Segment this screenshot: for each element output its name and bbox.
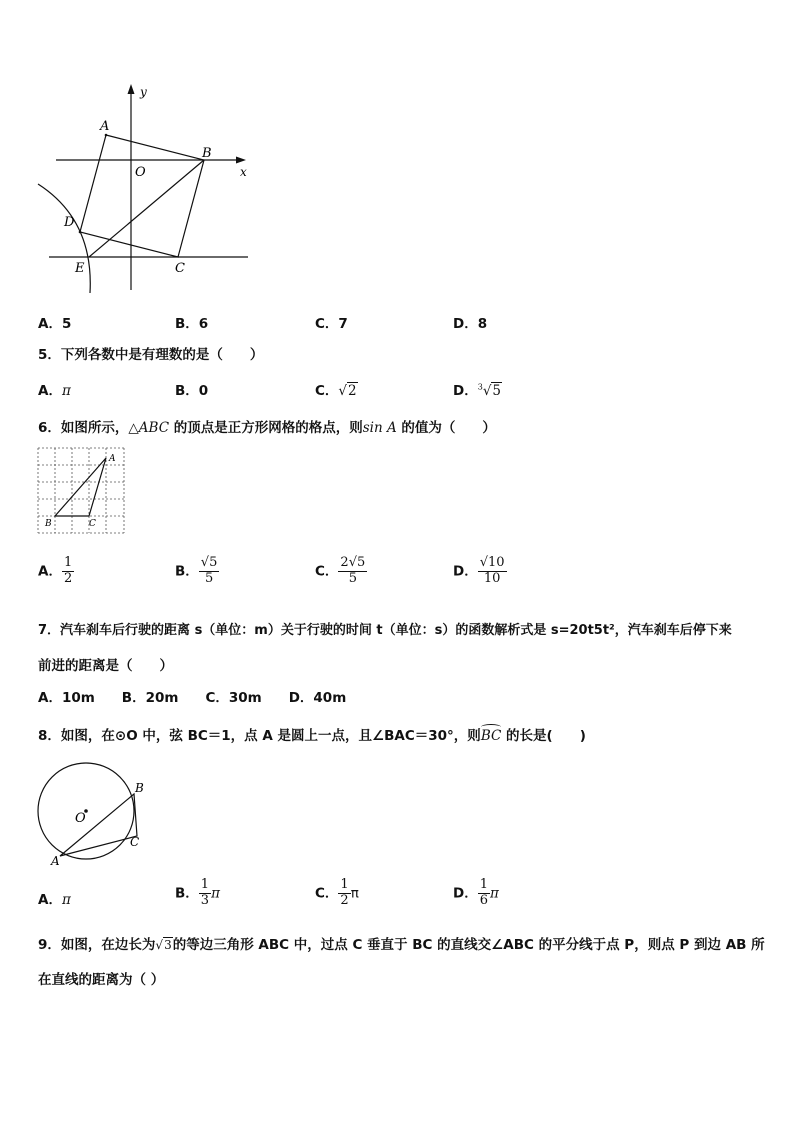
q5-a-prefix: A．	[38, 383, 62, 399]
q6-label-c: C	[89, 519, 96, 529]
q5-d-prefix: D．	[453, 383, 478, 399]
q9-sqrt: √3	[155, 938, 172, 952]
q6-c-prefix: C．	[315, 563, 339, 580]
q4-coordinate-figure	[34, 80, 254, 300]
fig4-label-b: B	[202, 146, 212, 161]
q5-option-c	[315, 379, 358, 399]
q5-d-index: 3	[477, 382, 483, 392]
q6-label-b: B	[45, 519, 52, 529]
q5-c-prefix: C．	[315, 383, 339, 399]
q8-arc-bc	[481, 728, 502, 744]
q6-option-b	[175, 556, 219, 587]
q6-b-num: √5	[200, 555, 218, 570]
q5-c-radicand: 2	[348, 383, 357, 399]
q8-label-a: A	[51, 854, 60, 868]
q8-c-num: 1	[340, 877, 349, 892]
q7-stem-line1: 7．汽车刹车后行驶的距离 s（单位：m）关于行驶的时间 t（单位：s）的函数解析式是 s=20t5t²，汽车刹车后停下来	[38, 623, 732, 638]
q8-b-prefix: B．	[175, 885, 199, 902]
q8-option-a	[38, 888, 71, 908]
q6-option-a	[38, 556, 74, 587]
q5-d-radicand: 5	[492, 383, 502, 399]
q6-a-fraction	[62, 556, 74, 587]
q8-d-num: 1	[479, 877, 488, 892]
fig4-label-x: x	[240, 165, 247, 179]
q6-b-prefix: B．	[175, 563, 199, 580]
q8-b-num: 1	[200, 877, 210, 892]
q8-a-prefix: A．	[38, 892, 62, 908]
q8-a-value: π	[61, 892, 71, 908]
q6-c-den: 5	[348, 570, 357, 586]
q5-option-a	[38, 379, 71, 399]
q6-label-a: A	[109, 454, 116, 464]
q5-option-b: B．0	[175, 383, 209, 399]
q8-circle-figure	[34, 758, 150, 870]
q8-d-fraction	[478, 878, 490, 909]
q8-c-pi: π	[350, 885, 359, 902]
arc-mark-icon	[481, 724, 502, 730]
q9-stem-line2: 在直线的距离为（ ）	[38, 972, 165, 988]
q8-d-pi: π	[490, 885, 499, 902]
q7-stem-line2: 前进的距离是（ ）	[38, 658, 173, 674]
q6-option-d	[453, 556, 507, 587]
q6-grid-figure	[36, 446, 128, 538]
q9-stem-post: 的等边三角形 ABC 中，过点 C 垂直于 BC 的直线交∠ABC 的平分线于点 P，则点 P 到边 AB 所	[172, 937, 765, 953]
q6-stem-post: 的值为（ ）	[396, 420, 496, 436]
q5-option-d	[453, 379, 502, 399]
q4-option-c: C．7	[315, 316, 348, 332]
q8-label-b: B	[135, 781, 144, 795]
fig4-label-a: A	[100, 119, 110, 134]
q8-c-fraction	[338, 878, 350, 909]
q6-c-num-coef: 2	[340, 555, 349, 570]
q8-arc-label: BC	[480, 728, 502, 744]
q8-c-den: 2	[340, 892, 349, 908]
q8-b-fraction	[199, 878, 211, 909]
q6-c-num-radicand: 5	[357, 555, 366, 570]
q8-label-o: O	[75, 811, 86, 826]
q6-d-fraction	[478, 556, 507, 587]
q6-stem-pre: 6．如图所示，	[38, 420, 129, 436]
fig4-label-y: y	[140, 85, 147, 99]
q8-stem	[38, 724, 586, 744]
q4-option-b: B．6	[175, 316, 209, 332]
q6-d-num: √10	[479, 555, 505, 570]
fig4-label-c: C	[175, 261, 185, 276]
q6-d-prefix: D．	[453, 563, 478, 580]
q8-d-prefix: D．	[453, 885, 478, 902]
q4-option-a: A．5	[38, 316, 72, 332]
q8-c-prefix: C．	[315, 885, 339, 902]
q5-d-cuberoot: $^3$√5	[477, 382, 502, 399]
q8-stem-pre: 8．如图，在⊙O 中，弦 BC＝1，点 A 是圆上一点，且∠BAC＝30°，则	[38, 728, 481, 744]
q8-b-pi: π	[211, 885, 220, 902]
q5-stem: 5．下列各数中是有理数的是（ ）	[38, 347, 264, 363]
fig4-label-e: E	[75, 261, 85, 276]
q8-b-den: 3	[200, 892, 210, 908]
q6-a-num: 1	[63, 555, 73, 570]
q9-stem-line1	[38, 933, 765, 953]
q6-b-den: 5	[204, 570, 214, 586]
q6-triangle: △ABC	[128, 420, 170, 436]
q8-d-den: 6	[479, 892, 488, 908]
q6-c-fraction	[338, 556, 367, 587]
q6-b-num-radicand: 5	[209, 555, 218, 570]
q6-a-prefix: A．	[38, 563, 62, 580]
q4-option-d: D．8	[453, 316, 488, 332]
q8-option-d	[453, 878, 499, 909]
q6-sin-a: sin A	[362, 420, 397, 436]
q7-options: A．10m B．20m C．30m D．40m	[38, 690, 347, 706]
q6-c-num: 2√5	[340, 555, 366, 570]
q6-d-den: 10	[483, 570, 501, 586]
q8-stem-post: 的长是( )	[501, 728, 586, 744]
q5-a-value: π	[61, 383, 71, 399]
q9-stem-pre: 9．如图，在边长为	[38, 937, 156, 953]
q6-a-den: 2	[63, 570, 73, 586]
q6-stem-mid: 的顶点是正方形网格的格点，则	[169, 420, 363, 436]
q6-d-num-radicand: 10	[488, 555, 505, 570]
q8-option-b	[175, 878, 220, 909]
fig4-label-d: D	[64, 215, 75, 230]
fig4-label-o: O	[135, 165, 146, 180]
q6-option-c	[315, 556, 367, 587]
q9-radicand: 3	[164, 938, 172, 952]
q8-option-c	[315, 878, 359, 909]
q6-b-fraction	[199, 556, 220, 587]
q5-c-sqrt: √2	[338, 383, 357, 399]
q8-label-c: C	[130, 835, 140, 849]
q6-stem	[38, 416, 496, 436]
